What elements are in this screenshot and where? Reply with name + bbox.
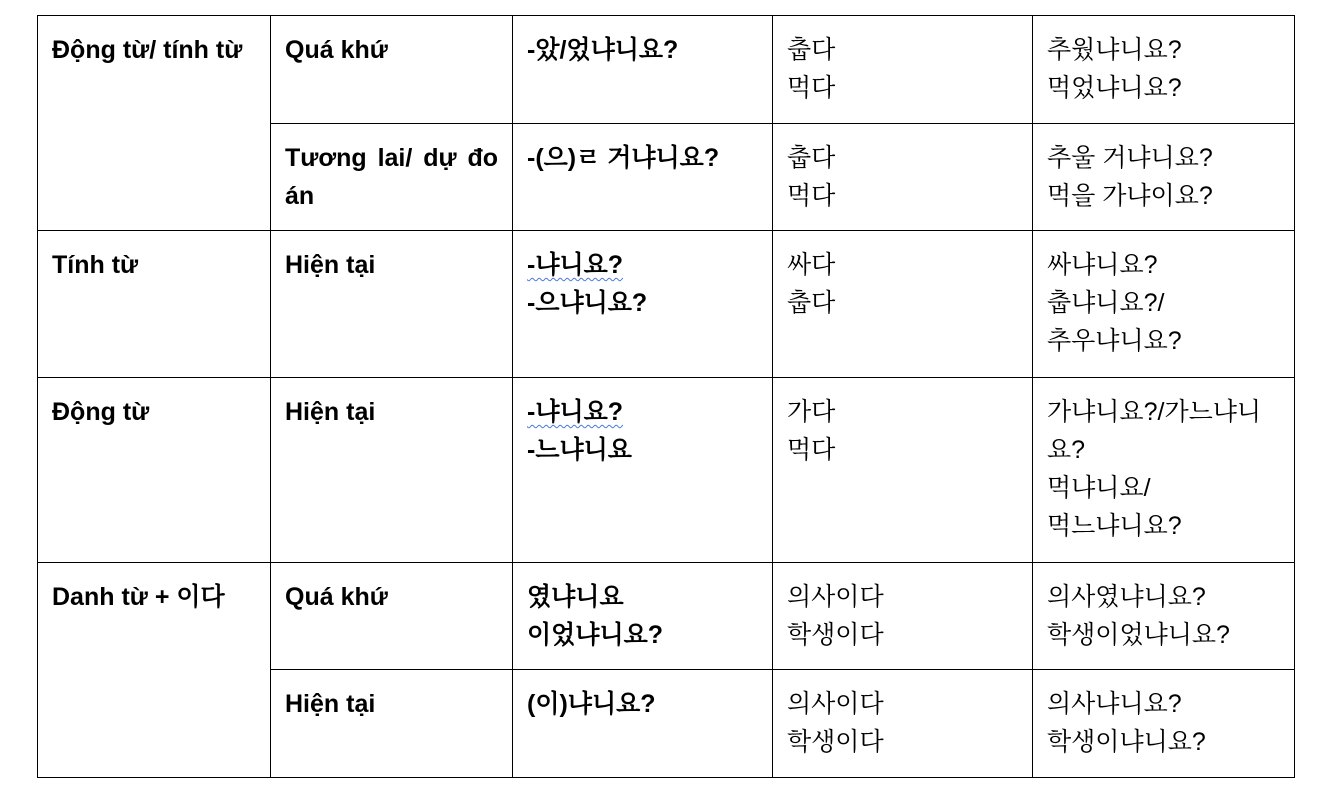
example-form: 먹느냐니요?	[1047, 512, 1182, 540]
example-form: 추웠냐니요?	[1047, 36, 1182, 64]
ending-form: 이었냐니요?	[527, 621, 664, 649]
example-form: 춥냐니요?/	[1047, 289, 1165, 317]
category-label: Danh từ + 이다	[52, 583, 225, 611]
ending-form: -(으)ㄹ 거냐니요?	[527, 144, 720, 172]
verb-cell	[773, 124, 1033, 231]
tense-cell	[271, 563, 513, 670]
base-word: 먹다	[787, 436, 836, 464]
tense-label: Hiện tại	[285, 690, 376, 718]
base-word: 의사이다	[787, 583, 884, 611]
example-form: 먹었냐니요?	[1047, 74, 1182, 102]
category-label: Động từ/ tính từ	[52, 36, 243, 64]
example-form: 먹을 가냐이요?	[1047, 182, 1213, 210]
example-cell	[1033, 124, 1295, 231]
table-row	[38, 16, 1295, 124]
ending-cell	[513, 563, 773, 670]
category-label: Động từ	[52, 398, 150, 426]
category-cell	[38, 378, 271, 563]
tense-cell	[271, 670, 513, 778]
example-form: 학생이었냐니요?	[1047, 621, 1230, 649]
example-cell	[1033, 16, 1295, 124]
tense-label: Tương lai/ dự đoán	[285, 144, 498, 210]
ending-cell	[513, 670, 773, 778]
base-word: 춥다	[787, 289, 836, 317]
verb-cell	[773, 670, 1033, 778]
category-label: Tính từ	[52, 251, 139, 279]
example-form: 의사냐니요?	[1047, 690, 1182, 718]
ending-form: -느냐니요	[527, 436, 632, 464]
base-word: 춥다	[787, 144, 836, 172]
category-cell	[38, 16, 271, 231]
base-word: 학생이다	[787, 621, 884, 649]
tense-label: Hiện tại	[285, 251, 376, 279]
table-row	[38, 231, 1295, 378]
category-cell	[38, 231, 271, 378]
example-cell	[1033, 378, 1295, 563]
ending-cell	[513, 124, 773, 231]
ending-cell	[513, 378, 773, 563]
example-form: 가냐니요?/가느냐니요?	[1047, 398, 1262, 464]
tense-cell	[271, 231, 513, 378]
ending-cell	[513, 16, 773, 124]
tense-cell	[271, 16, 513, 124]
example-form: 의사였냐니요?	[1047, 583, 1206, 611]
example-cell	[1033, 231, 1295, 378]
tense-label: Quá khứ	[285, 583, 388, 611]
ending-form: -냐니요?	[527, 251, 624, 279]
tense-label: Hiện tại	[285, 398, 376, 426]
tense-cell	[271, 124, 513, 231]
example-form: 추울 거냐니요?	[1047, 144, 1213, 172]
example-form: 추우냐니요?	[1047, 327, 1182, 355]
verb-cell	[773, 563, 1033, 670]
example-form: 학생이냐니요?	[1047, 728, 1206, 756]
example-cell	[1033, 563, 1295, 670]
base-word: 춥다	[787, 36, 836, 64]
ending-cell	[513, 231, 773, 378]
ending-form: 였냐니요	[527, 583, 624, 611]
grammar-table	[37, 15, 1295, 778]
base-word: 의사이다	[787, 690, 884, 718]
verb-cell	[773, 378, 1033, 563]
table-row	[38, 378, 1295, 563]
category-cell	[38, 563, 271, 778]
tense-cell	[271, 378, 513, 563]
base-word: 먹다	[787, 182, 836, 210]
base-word: 싸다	[787, 251, 836, 279]
base-word: 먹다	[787, 74, 836, 102]
ending-form: (이)냐니요?	[527, 690, 656, 718]
base-word: 가다	[787, 398, 836, 426]
ending-form: -냐니요?	[527, 398, 624, 426]
example-form: 먹냐니요/	[1047, 474, 1151, 502]
ending-form: -으냐니요?	[527, 289, 648, 317]
verb-cell	[773, 16, 1033, 124]
table-row	[38, 563, 1295, 670]
example-cell	[1033, 670, 1295, 778]
tense-label: Quá khứ	[285, 36, 388, 64]
verb-cell	[773, 231, 1033, 378]
example-form: 싸냐니요?	[1047, 251, 1158, 279]
base-word: 학생이다	[787, 728, 884, 756]
ending-form: -았/었냐니요?	[527, 36, 679, 64]
